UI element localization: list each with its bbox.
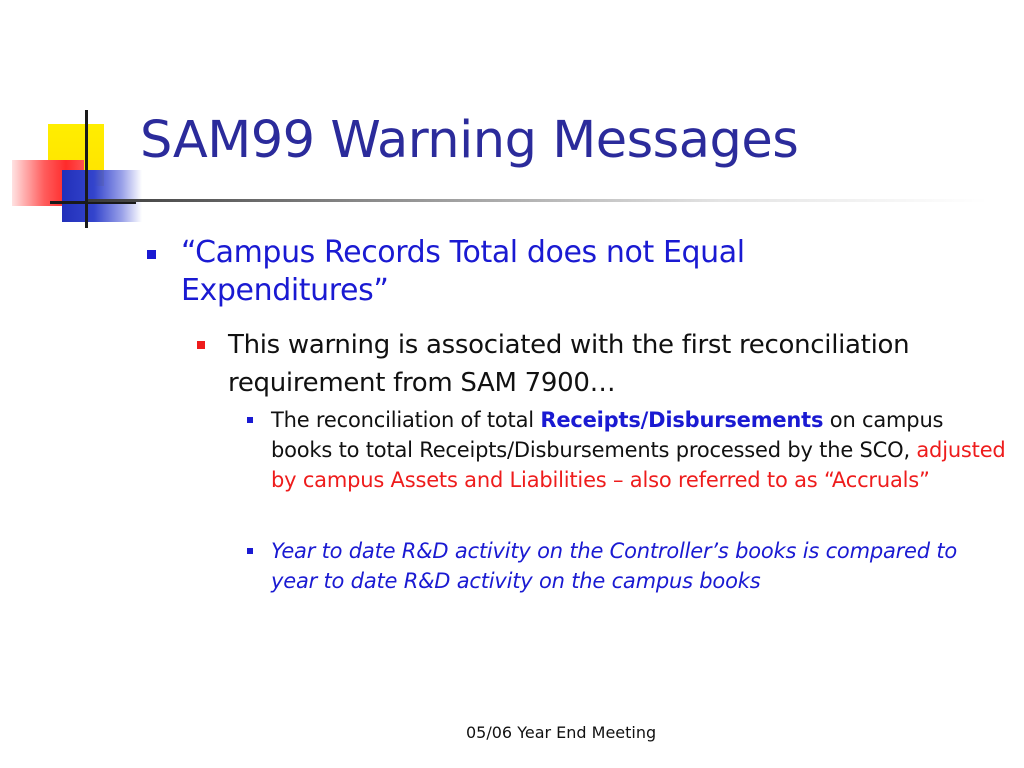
rd-activity-text: Year to date R&D activity on the Controller’s books is compared to year to date R&D activity on the campus books bbox=[271, 539, 958, 593]
title-underline bbox=[88, 199, 988, 202]
logo-vertical-line bbox=[85, 110, 88, 228]
reconciliation-text-part1: The reconciliation of total bbox=[271, 408, 541, 432]
logo-blue-square bbox=[62, 170, 142, 222]
receipts-disbursements-emphasis: Receipts/Disbursements bbox=[540, 408, 824, 432]
square-bullet-icon bbox=[247, 548, 253, 554]
bullet-level2 bbox=[228, 326, 928, 402]
bullet-level1-text: “Campus Records Total does not Equal Expenditures” bbox=[181, 235, 745, 308]
bullet-level3-rd-activity bbox=[271, 536, 1006, 596]
slide-title: SAM99 Warning Messages bbox=[140, 111, 799, 170]
square-bullet-icon bbox=[247, 417, 253, 423]
square-bullet-icon bbox=[197, 341, 205, 349]
square-bullet-icon bbox=[147, 250, 156, 259]
bullet-level1 bbox=[181, 234, 941, 310]
accruals-note: adjusted by campus Assets and Liabilities – also referred to as “Accruals” bbox=[271, 438, 1006, 492]
slide-footer: 05/06 Year End Meeting bbox=[466, 723, 657, 742]
bullet-level2-text: This warning is associated with the first reconciliation requirement from SAM 7900… bbox=[228, 330, 910, 398]
bullet-level3-reconciliation bbox=[271, 405, 1006, 495]
reconciliation-text-part3: on campus books to total Receipts/Disbursements processed by the SCO, bbox=[271, 408, 944, 462]
